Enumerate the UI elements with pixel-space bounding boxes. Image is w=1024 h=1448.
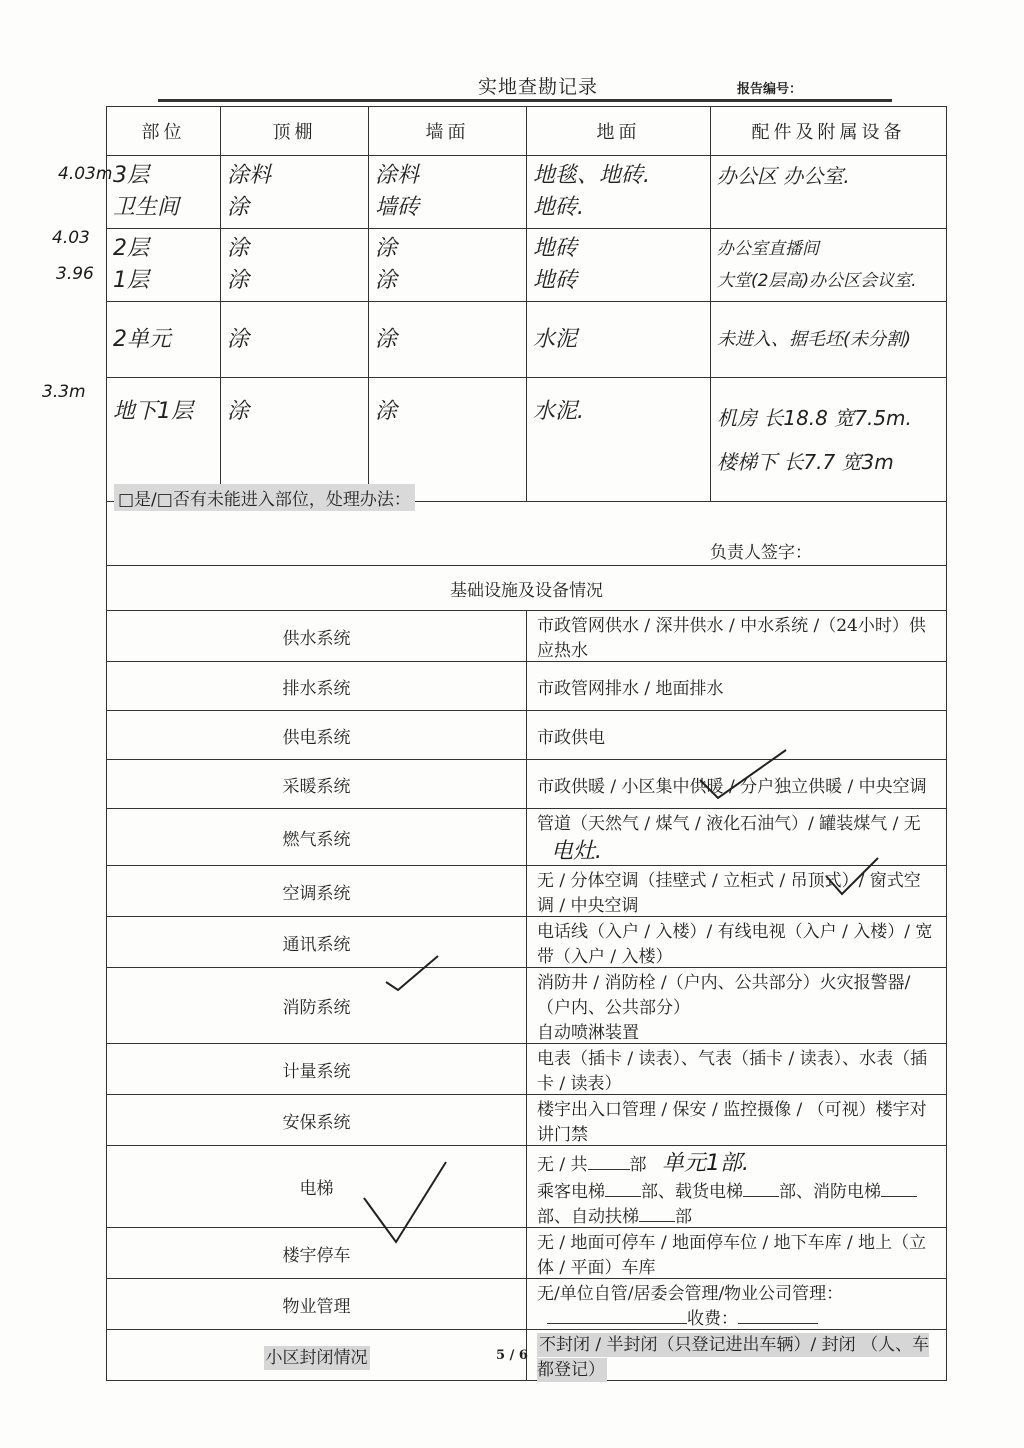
row-value-text: 不封闭 / 半封闭（只登记进出车辆）/ 封闭 （人、车都登记） <box>537 1335 930 1380</box>
facilities-table <box>106 565 947 1381</box>
row-value-text: 消防井 / 消防栓 /（户内、公共部分）火灾报警器/ （户内、公共部分） <box>537 973 911 1018</box>
row-value-text: 无 / 共 <box>537 1155 588 1175</box>
cell-part: 2单元 <box>113 326 171 352</box>
cell-wall: 涂 <box>375 399 398 424</box>
col-header-fittings: 配件及附属设备 <box>711 107 947 156</box>
cell-fittings: 未进入、据毛坯(未分割) <box>717 328 912 350</box>
row-label: 通讯系统 <box>107 917 527 968</box>
row-value: 市政供电 <box>527 711 947 760</box>
row-value: 市政管网供水 / 深井供水 / 中水系统 /（24小时）供应热水 <box>527 611 947 662</box>
row-value: 电话线（入户 / 入楼）/ 有线电视（入户 / 入楼）/ 宽带（入户 / 入楼） <box>527 917 947 968</box>
table-row <box>107 1044 947 1095</box>
row-label: 采暖系统 <box>107 760 527 809</box>
cell-fittings: 办公室直播间 大堂(2层高)办公区会议室. <box>717 239 917 291</box>
report-number-label: 报告编号： <box>737 82 803 97</box>
row-value: 无 / 地面可停车 / 地面停车位 / 地下车库 / 地上（立体 / 平面）车库 <box>527 1228 947 1279</box>
table-row <box>107 1228 947 1279</box>
facilities-title: 基础设施及设备情况 <box>107 566 947 611</box>
col-header-floor: 地面 <box>527 107 711 156</box>
table-header-row <box>107 107 947 156</box>
row-label: 电梯 <box>107 1146 527 1228</box>
check-mark-icon <box>696 746 790 802</box>
row-label: 排水系统 <box>107 662 527 711</box>
table-row <box>107 1146 947 1228</box>
row-value <box>527 1279 947 1330</box>
margin-note-height-basement: 3.3m <box>42 382 86 402</box>
cell-ceiling: 涂料 涂 <box>227 163 272 220</box>
row-value-suffix: 部 <box>629 1155 647 1175</box>
cell-part: 地下1层 <box>113 399 193 424</box>
cell-ceiling: 涂 <box>227 326 250 352</box>
row-value: 市政管网排水 / 地面排水 <box>527 662 947 711</box>
cell-floor: 水泥. <box>533 399 584 424</box>
table-row <box>107 866 947 917</box>
handwritten-note: 电灶. <box>551 839 602 864</box>
check-mark-icon <box>822 854 882 898</box>
row-value: 电表（插卡 / 读表）、气表（插卡 / 读表）、水表（插卡 / 读表） <box>527 1044 947 1095</box>
cell-fittings: 机房 长18.8 宽7.5m. 楼梯下 长7.7 宽3m <box>717 406 912 474</box>
inaccessible-parts-question: □是/□否有未能进入部位，处理办法： <box>114 484 415 511</box>
col-header-ceiling: 顶棚 <box>221 107 369 156</box>
table-row <box>107 156 947 229</box>
row-value-text: 管道（天然气 / 煤气 / 液化石油气）/ 罐装煤气 / 无 <box>537 814 921 834</box>
facilities-title-row <box>107 566 947 611</box>
header-rule <box>158 99 892 102</box>
margin-note-height-3f: 4.03m <box>58 164 113 184</box>
table-row <box>107 968 947 1044</box>
cell-part: 2层 1层 <box>113 236 149 293</box>
cell-floor: 水泥 <box>533 326 578 352</box>
handwritten-note: 单元1部. <box>661 1151 749 1176</box>
page-number: 5 / 6 <box>496 1348 528 1363</box>
table-row <box>107 1095 947 1146</box>
table-row <box>107 302 947 378</box>
cell-wall: 涂料 墙砖 <box>375 163 420 220</box>
row-label-text: 小区封闭情况 <box>265 1347 368 1368</box>
elevator-fire-label: 部、消防电梯 <box>779 1182 881 1202</box>
table-row <box>107 611 947 662</box>
margin-note-height-2f: 4.03 <box>52 228 90 248</box>
row-value: 楼宇出入口管理 / 保安 / 监控摄像 / （可视）楼宇对讲门禁 <box>527 1095 947 1146</box>
cell-fittings: 办公区 办公室. <box>717 164 850 188</box>
cell-ceiling: 涂 <box>227 399 250 424</box>
row-value <box>527 1146 947 1228</box>
row-label: 空调系统 <box>107 866 527 917</box>
site-inspection-table <box>106 106 947 502</box>
check-mark-icon <box>360 1158 450 1248</box>
col-header-part: 部位 <box>107 107 221 156</box>
fee-label: 收费： <box>687 1309 738 1329</box>
table-row <box>107 229 947 302</box>
row-value-text-line2: 自动喷淋装置 <box>537 1023 639 1043</box>
elevator-freight-label: 部、载货电梯 <box>641 1182 743 1202</box>
margin-note-height-1f: 3.96 <box>56 264 94 284</box>
cell-ceiling: 涂 涂 <box>227 236 250 293</box>
row-label: 楼宇停车 <box>107 1228 527 1279</box>
cell-wall: 涂 涂 <box>375 236 398 293</box>
row-label: 计量系统 <box>107 1044 527 1095</box>
row-label: 安保系统 <box>107 1095 527 1146</box>
row-label: 物业管理 <box>107 1279 527 1330</box>
escalator-unit: 部 <box>675 1207 692 1227</box>
row-label: 供电系统 <box>107 711 527 760</box>
page-title: 实地查勘记录 <box>478 76 599 98</box>
signature-label: 负责人签字： <box>710 543 812 563</box>
row-label: 消防系统 <box>107 968 527 1044</box>
cell-floor: 地砖 地砖 <box>533 236 578 293</box>
table-row <box>107 809 947 866</box>
row-label: 供水系统 <box>107 611 527 662</box>
row-value <box>527 809 947 866</box>
col-header-wall: 墙面 <box>369 107 527 156</box>
cell-floor: 地毯、地砖. 地砖. <box>533 163 650 220</box>
row-value-text: 无/单位自管/居委会管理/物业公司管理： <box>537 1284 844 1304</box>
row-label: 燃气系统 <box>107 809 527 866</box>
cell-part: 3层 卫生间 <box>113 163 180 220</box>
check-mark-icon <box>382 952 442 992</box>
table-row <box>107 917 947 968</box>
table-row <box>107 711 947 760</box>
elevator-passenger-label: 乘客电梯 <box>537 1182 605 1202</box>
table-row <box>107 760 947 809</box>
row-value: 无 / 分体空调（挂壁式 / 立柜式 / 吊顶式）/ 窗式空调 / 中央空调 <box>527 866 947 917</box>
table-row <box>107 1279 947 1330</box>
table-row <box>107 662 947 711</box>
row-value <box>527 968 947 1044</box>
cell-wall: 涂 <box>375 326 398 352</box>
escalator-label: 部、自动扶梯 <box>537 1207 639 1227</box>
row-value: 市政供暖 / 小区集中供暖 / 分户独立供暖 / 中央空调 <box>527 760 947 809</box>
